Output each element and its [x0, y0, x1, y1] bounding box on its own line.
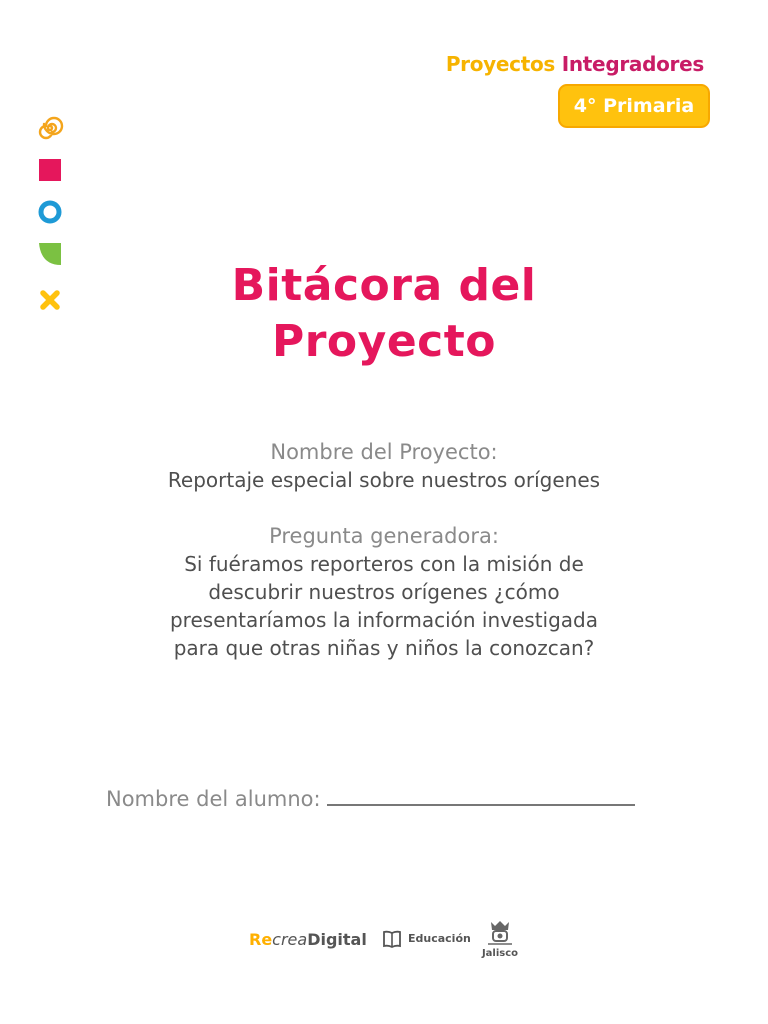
project-name: Reportaje especial sobre nuestros orígenes	[167, 468, 601, 492]
question-line: para que otras niñas y niños la conozcan?	[173, 636, 595, 660]
grade-badge: 4° Primaria	[558, 84, 710, 128]
title-line-1: Bitácora del	[231, 260, 537, 311]
question-line: Si fuéramos reporteros con la misión de	[184, 552, 584, 576]
jalisco-logo: Jalisco	[476, 918, 524, 959]
footer-logos	[0, 918, 768, 970]
recrea-digital-logo: RecreaDigital	[249, 930, 367, 949]
jalisco-crest-icon	[485, 918, 515, 946]
book-icon	[382, 930, 402, 948]
question-line: descubrir nuestros orígenes ¿cómo	[208, 580, 560, 604]
student-name-line[interactable]	[327, 782, 635, 806]
square-icon	[36, 156, 64, 184]
header-brand	[446, 52, 704, 76]
brand-integradores: Integradores	[561, 52, 704, 76]
student-name-label: Nombre del alumno:	[106, 787, 321, 811]
question-label: Pregunta generadora:	[269, 524, 499, 548]
project-label: Nombre del Proyecto:	[270, 440, 498, 464]
title-line-2: Proyecto	[271, 316, 497, 367]
project-section	[0, 438, 768, 494]
page-title	[0, 258, 768, 370]
educacion-logo: Educación	[382, 930, 471, 948]
brand-proyectos: Proyectos	[445, 52, 556, 76]
question-line: presentaríamos la información investigada	[169, 608, 599, 632]
spiral-icon	[36, 114, 64, 142]
ring-icon	[36, 198, 64, 226]
question-section	[0, 522, 768, 662]
student-name-field	[106, 782, 635, 814]
